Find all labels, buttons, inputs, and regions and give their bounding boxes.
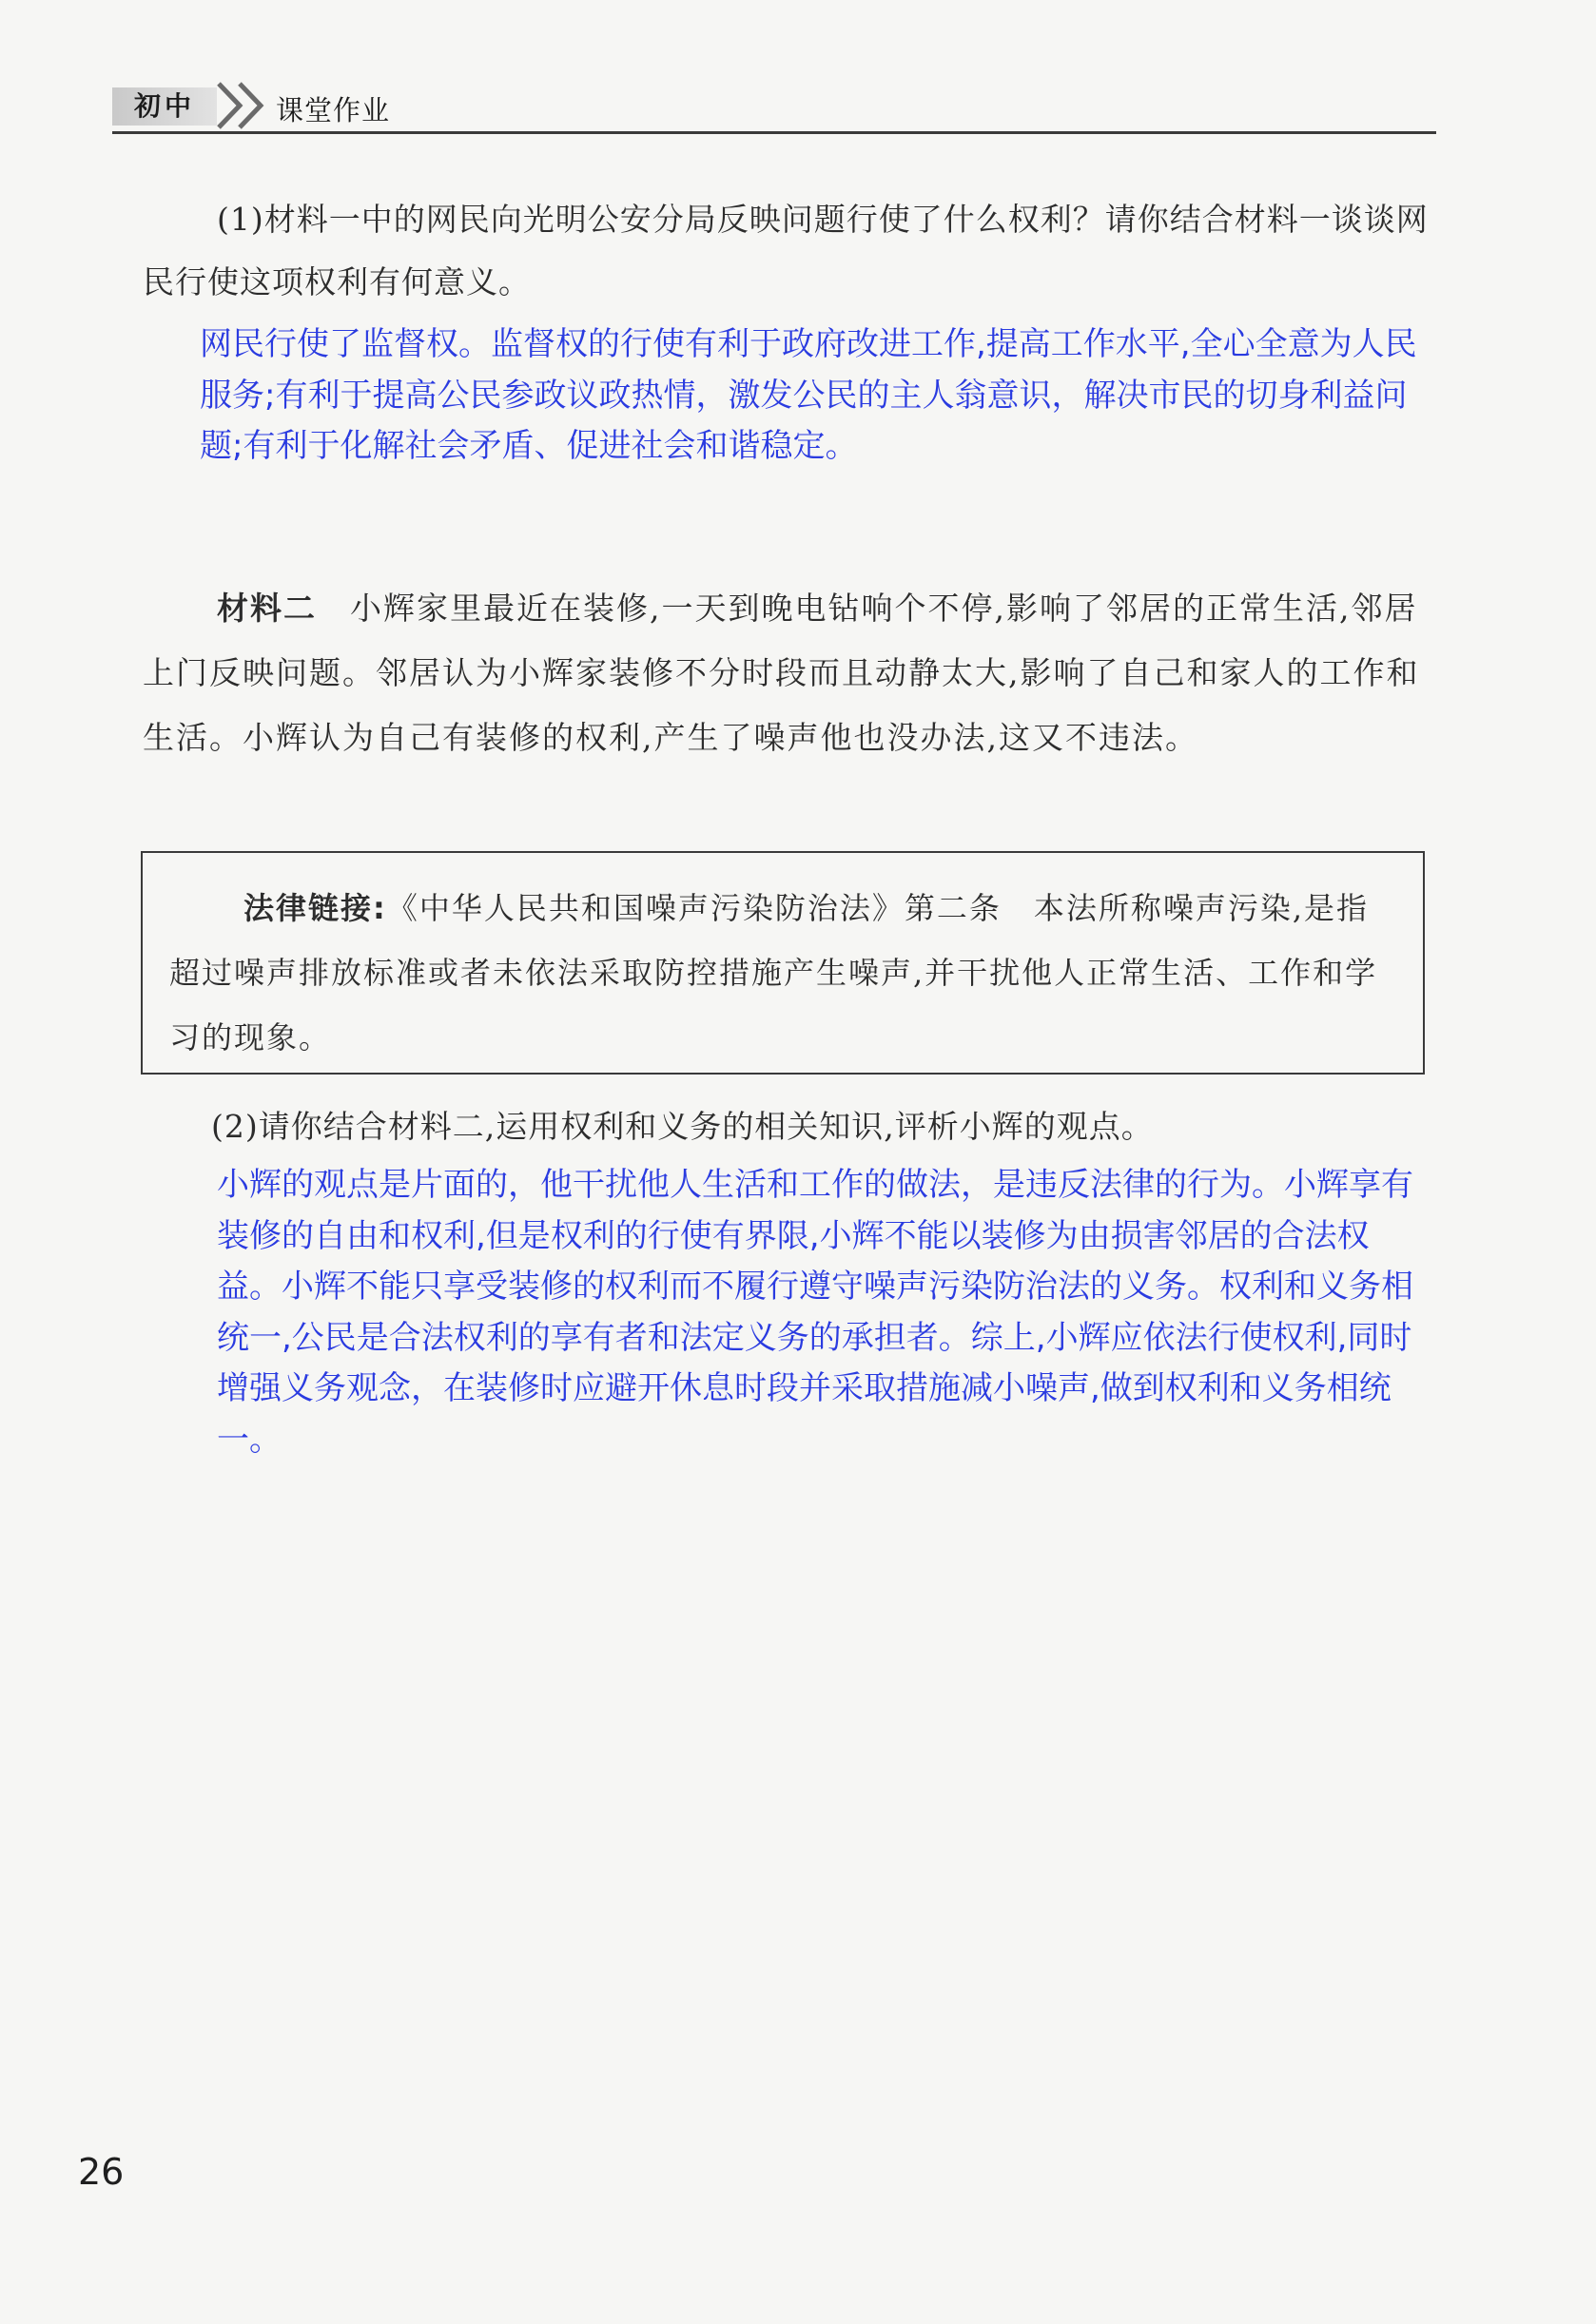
- header-title: 课堂作业: [276, 94, 391, 126]
- material-2-label: 材料二: [217, 590, 317, 627]
- header-tab: 初中: [112, 87, 217, 126]
- double-chevron-icon: [211, 80, 280, 131]
- law-link-text: [169, 876, 1396, 1070]
- law-link-body: 《中华人民共和国噪声污染防治法》第二条 本法所称噪声污染,是指超过噪声排放标准或者未依法采取防控措施产生噪声,并干扰他人正常生活、工作和学习的现象。: [169, 890, 1378, 1055]
- question-1: (1)材料一中的网民向光明公安分局反映问题行使了什么权利？请你结合材料一谈谈网民行使这项权利有何意义。: [143, 201, 1429, 300]
- question-2: (2)请你结合材料二,运用权利和义务的相关知识,评析小辉的观点。: [211, 1108, 1154, 1145]
- law-link-box: [141, 851, 1425, 1075]
- material-2: [143, 576, 1436, 770]
- page-number: 26: [78, 2151, 125, 2193]
- material-2-text: 小辉家里最近在装修,一天到晚电钻响个不停,影响了邻居的正常生活,邻居上门反映问题。邻居认为小辉家装修不分时段而且动静太大,影响了自己和家人的工作和生活。小辉认为自己有装修的权利,产生了噪声他也没办法,这又不违法。: [143, 590, 1420, 756]
- answer-1: 网民行使了监督权。监督权的行使有利于政府改进工作,提高工作水平,全心全意为人民服务;有利于提高公民参政议政热情，激发公民的主人翁意识，解决市民的切身利益问题;有利于化解社会矛盾、促进社会和谐稳定。: [200, 325, 1417, 465]
- page-header: [112, 86, 1436, 134]
- answer-2: 小辉的观点是片面的，他干扰他人生活和工作的做法，是违反法律的行为。小辉享有装修的自由和权利,但是权利的行使有界限,小辉不能以装修为由损害邻居的合法权益。小辉不能只享受装修的权利而不履行遵守噪声污染防治法的义务。权利和义务相统一,公民是合法权利的享有者和法定义务的承担者。综上,小辉应依法行使权利,同时增强义务观念，在装修时应避开休息时段并采取措施减小噪声,做到权利和义务相统一。: [217, 1166, 1413, 1459]
- law-link-label: 法律链接:: [243, 890, 387, 926]
